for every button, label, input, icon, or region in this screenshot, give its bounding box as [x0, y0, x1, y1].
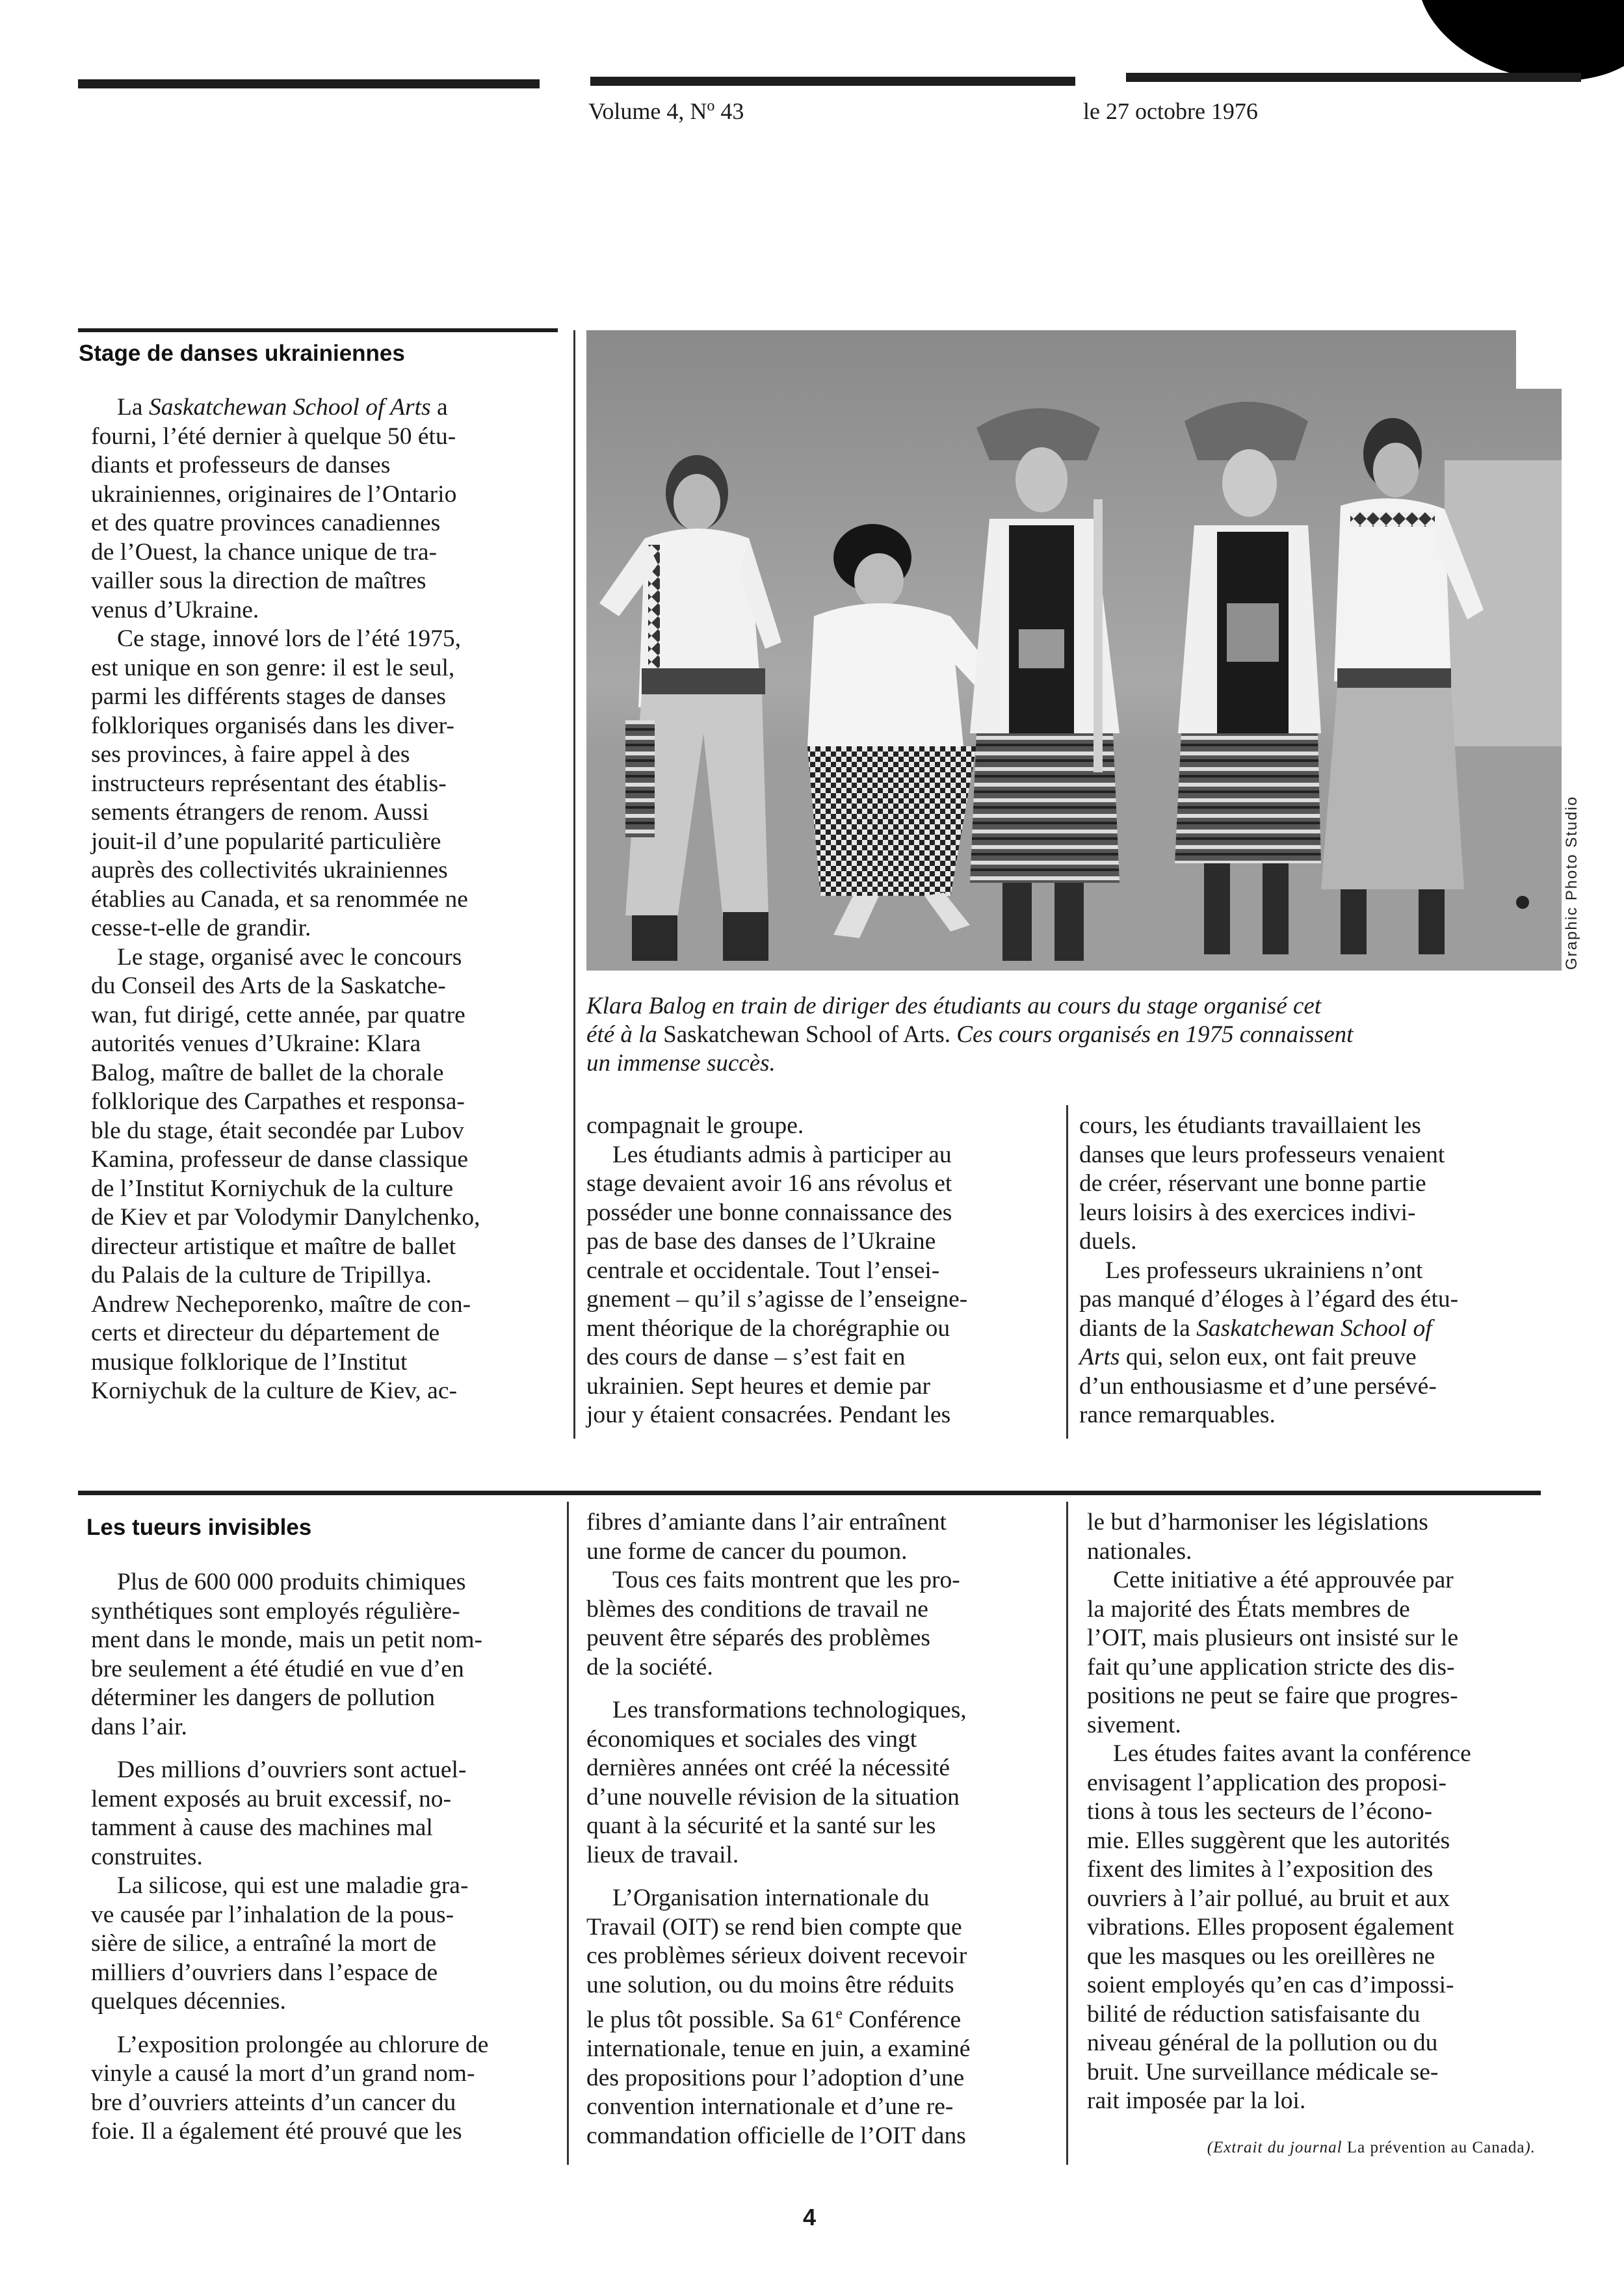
header-rule-right	[1126, 73, 1581, 82]
text-segment: Tous ces faits montrent que les pro-	[612, 1567, 960, 1593]
text-line	[91, 2031, 562, 2060]
text-segment: Balog, maître de ballet de la chorale	[91, 1059, 444, 1086]
text-line	[1079, 1257, 1573, 1286]
text-segment: cesse-t-elle de grandir.	[91, 915, 311, 941]
text-segment: wan, fut dirigé, cette année, par quatre	[91, 1001, 465, 1028]
text-line	[586, 1285, 1061, 1314]
text-line	[1079, 1170, 1573, 1199]
text-line	[586, 1372, 1061, 1402]
text-line	[1087, 1537, 1581, 1567]
text-line	[1079, 1141, 1573, 1170]
text-line	[91, 1175, 559, 1204]
text-segment: de Kiev et par Volodymir Danylchenko,	[91, 1204, 480, 1231]
text-line	[1087, 2058, 1581, 2087]
text-line	[1079, 1372, 1573, 1402]
column-divider-4	[1066, 1502, 1068, 2165]
text-segment: lieux de travail.	[586, 1841, 739, 1868]
text-segment: posséder une bonne connaissance des	[586, 1199, 952, 1226]
text-line	[91, 770, 559, 799]
text-line	[91, 1626, 562, 1655]
text-segment: certs et directeur du département de	[91, 1320, 440, 1346]
text-segment: fait qu’une application stricte des dis-	[1087, 1653, 1455, 1680]
text-segment: quelques décennies.	[91, 1988, 286, 2015]
text-segment: Travail (OIT) se rend bien compte que	[586, 1913, 962, 1941]
text-line	[91, 1843, 562, 1872]
text-segment: bruit. Une surveillance médicale se-	[1087, 2058, 1439, 2085]
text-segment: a	[430, 394, 448, 421]
text-segment: internationale, tenue en juin, a examiné	[586, 2035, 971, 2062]
text-segment: vibrations. Elles proposent également	[1087, 1914, 1454, 1941]
text-segment: stage devaient avoir 16 ans révolus et	[586, 1170, 952, 1197]
text-segment: Saskatchewan School of	[1196, 1314, 1432, 1342]
text-segment: mie. Elles suggèrent que les autorités	[1087, 1827, 1450, 1854]
text-segment: L’exposition prolongée au chlorure de	[117, 2031, 489, 2058]
text-segment: Les transformations technologiques,	[612, 1697, 967, 1723]
text-line	[91, 1377, 559, 1406]
text-segment: le plus tôt possible. Sa 61	[586, 2006, 836, 2033]
text-line	[1079, 1314, 1573, 1344]
text-segment: ces problèmes sérieux doivent recevoir	[586, 1942, 967, 1969]
article2-column-3	[1087, 1508, 1581, 2116]
text-segment: d’une nouvelle révision de la situation	[586, 1783, 960, 1810]
text-segment: blèmes des conditions de travail ne	[586, 1595, 928, 1623]
column-divider-3	[567, 1502, 569, 2165]
text-line	[586, 2000, 1067, 2035]
text-segment: rance remarquables.	[1079, 1402, 1276, 1428]
text-line	[586, 1566, 1067, 1595]
photo-credit: Graphic Photo Studio	[1563, 795, 1580, 970]
text-segment: de l’Ouest, la chance unique de tra-	[91, 538, 438, 566]
text-segment: une forme de cancer du poumon.	[586, 1537, 908, 1565]
text-line	[586, 1595, 1067, 1625]
text-line	[91, 943, 559, 973]
text-line	[1087, 1769, 1581, 1798]
text-segment: folklorique des Carpathes et responsa-	[91, 1088, 465, 1115]
text-segment: directeur artistique et maître de ballet	[91, 1233, 456, 1260]
text-line	[1087, 2000, 1581, 2030]
text-segment: commandation officielle de l’OIT dans	[586, 2122, 966, 2149]
text-segment: déterminer les dangers de pollution	[91, 1684, 436, 1711]
text-line	[1087, 2087, 1581, 2116]
text-line	[91, 1814, 562, 1843]
dance-class-photo	[586, 330, 1562, 971]
text-line	[1087, 1885, 1581, 1914]
text-segment: une solution, ou du moins être réduits	[586, 1971, 954, 1998]
text-line	[91, 1756, 562, 1785]
article2-rule	[78, 1491, 1541, 1495]
text-line	[1087, 1624, 1581, 1653]
text-line	[1079, 1285, 1573, 1314]
column-divider-2	[1066, 1105, 1068, 1439]
text-segment: convention internationale et d’une re-	[586, 2093, 954, 2120]
text-line	[91, 567, 559, 596]
text-line	[91, 1597, 562, 1627]
text-line	[91, 480, 559, 510]
text-line	[586, 1508, 1067, 1537]
text-segment: sivement.	[1087, 1711, 1181, 1738]
header-rule-middle	[590, 77, 1075, 86]
text-segment: danses que leurs professeurs venaient	[1079, 1141, 1445, 1168]
text-segment: ble du stage, était secondée par Lubov	[91, 1117, 464, 1144]
text-line	[586, 1971, 1067, 2000]
text-segment: synthétiques sont employés régulière-	[91, 1597, 460, 1625]
text-segment: peuvent être séparés des problèmes	[586, 1625, 930, 1651]
text-segment: diants de la	[1079, 1314, 1197, 1342]
text-segment: des propositions pour l’adoption d’une	[586, 2064, 965, 2091]
header-rule-left	[78, 79, 540, 88]
text-segment: quant à la sécurité et la santé sur les	[586, 1812, 936, 1839]
text-segment: jouit-il d’une popularité particulière	[91, 828, 441, 855]
text-line	[586, 1812, 1067, 1841]
text-line	[91, 683, 559, 712]
text-line	[91, 1959, 562, 1988]
text-segment: La silicose, qui est une maladie gra-	[117, 1872, 469, 1899]
scan-corner-shadow	[1399, 0, 1624, 105]
text-segment: Les étudiants admis à participer au	[612, 1141, 952, 1168]
text-segment: tamment à cause des machines mal	[91, 1814, 433, 1841]
text-line	[586, 1314, 1061, 1344]
text-segment: du Palais de la culture de Tripillya.	[91, 1262, 432, 1288]
text-segment: des cours de danse – s’est fait en	[586, 1344, 906, 1370]
text-segment: bre seulement a été étudié en vue d’en	[91, 1655, 464, 1682]
text-segment: tions à tous les secteurs de l’écono-	[1087, 1798, 1433, 1825]
text-segment: envisagent l’application des proposi-	[1087, 1769, 1447, 1796]
text-line	[91, 1030, 559, 1059]
text-line	[91, 740, 559, 770]
text-line	[91, 1785, 562, 1814]
text-line	[1079, 1112, 1573, 1141]
text-line	[1087, 1566, 1581, 1595]
text-segment: centrale et occidentale. Tout l’ensei-	[586, 1257, 940, 1284]
text-segment: ses provinces, à faire appel à des	[91, 741, 410, 768]
text-line	[91, 625, 559, 654]
text-line	[1079, 1401, 1573, 1430]
text-line	[1087, 1971, 1581, 2000]
text-line	[1087, 1711, 1581, 1740]
article2-column-2	[586, 1508, 1067, 2150]
text-segment: Des millions d’ouvriers sont actuel-	[117, 1757, 467, 1783]
superscript: e	[835, 2006, 843, 2022]
text-segment: Kamina, professeur de danse classique	[91, 1146, 469, 1173]
text-segment: folkloriques organisés dans les diver-	[91, 712, 454, 739]
text-line	[586, 1112, 1061, 1141]
text-segment: pas de base des danses de l’Ukraine	[586, 1228, 936, 1255]
text-line	[586, 1537, 1067, 1567]
text-line	[1087, 1653, 1581, 1682]
text-line	[1087, 1797, 1581, 1827]
text-segment: dernières années ont créé la nécessité	[586, 1755, 950, 1781]
text-segment: sements étrangers de renom. Aussi	[91, 799, 429, 826]
text-line	[91, 538, 559, 568]
text-line	[91, 914, 559, 943]
text-line	[91, 856, 559, 885]
text-line	[586, 2093, 1067, 2122]
text-line	[586, 2064, 1067, 2093]
text-line	[91, 1117, 559, 1146]
photo-caption: Klara Balog en train de diriger des étudiants au cours du stage organisé cet été à la Saskatchewan School of Arts. Ces cours organisés en 1975 connaissent un immense succès.	[586, 993, 1354, 1077]
text-segment: instructeurs représentant des établis-	[91, 770, 447, 797]
text-segment: ukrainien. Sept heures et demie par	[586, 1372, 930, 1400]
text-line	[91, 1872, 562, 1901]
text-segment: vinyle a causé la mort d’un grand nom-	[91, 2060, 475, 2087]
text-segment: autorités venues d’Ukraine: Klara	[91, 1030, 421, 1057]
text-segment: Arts	[1079, 1344, 1120, 1370]
text-line	[586, 1754, 1067, 1783]
text-line	[91, 423, 559, 452]
text-segment: leurs loisirs à des exercices indivi-	[1079, 1199, 1416, 1226]
text-line	[91, 1987, 562, 2017]
text-line	[1079, 1227, 1573, 1257]
text-line	[91, 828, 559, 857]
text-segment: ment théorique de la chorégraphie ou	[586, 1314, 950, 1342]
text-segment: bilité de réduction satisfaisante du	[1087, 2000, 1421, 2028]
text-segment: bre d’ouvriers atteints d’un cancer du	[91, 2089, 456, 2116]
text-segment: niveau général de la pollution ou du	[1087, 2030, 1438, 2056]
text-segment: duels.	[1079, 1228, 1137, 1255]
source-note: (Extrait du journal La prévention au Canada).	[1207, 2139, 1536, 2156]
text-line	[91, 1088, 559, 1117]
issue-date: le 27 octobre 1976	[1083, 98, 1258, 124]
article1-column-3	[1079, 1112, 1573, 1430]
text-segment: Cette initiative a été approuvée par	[1113, 1567, 1454, 1593]
text-segment: ukrainiennes, originaires de l’Ontario	[91, 480, 457, 508]
text-segment: pas manqué d’éloges à l’égard des étu-	[1079, 1286, 1459, 1313]
text-line	[91, 798, 559, 828]
article1-column-1	[91, 393, 559, 1406]
text-segment: venus d’Ukraine.	[91, 596, 259, 623]
text-line	[1079, 1343, 1573, 1372]
text-line	[91, 393, 559, 423]
text-line	[91, 2059, 562, 2089]
text-line	[1087, 1740, 1581, 1769]
article2-title: Les tueurs invisibles	[86, 1515, 312, 1540]
text-line	[91, 509, 559, 538]
text-segment: Andrew Necheporenko, maître de con-	[91, 1290, 471, 1318]
text-line	[91, 972, 559, 1001]
text-line	[91, 1348, 559, 1378]
text-segment: nationales.	[1087, 1537, 1192, 1565]
text-line	[586, 1653, 1067, 1682]
text-line	[586, 1913, 1067, 1942]
text-line	[1079, 1199, 1573, 1228]
text-segment: l’OIT, mais plusieurs ont insisté sur le	[1087, 1625, 1459, 1651]
text-segment: la majorité des États membres de	[1087, 1595, 1410, 1623]
text-line	[1087, 1595, 1581, 1625]
text-line	[586, 1783, 1067, 1812]
text-line	[91, 1290, 559, 1320]
article1-title: Stage de danses ukrainiennes	[79, 341, 405, 366]
text-segment: ve causée par l’inhalation de la pous-	[91, 1901, 454, 1928]
text-segment: Les professeurs ukrainiens n’ont	[1105, 1257, 1423, 1284]
text-line	[91, 1901, 562, 1930]
text-line	[586, 1725, 1067, 1755]
text-line	[586, 1227, 1061, 1257]
text-line	[91, 1001, 559, 1030]
text-line	[91, 2117, 562, 2147]
text-line	[1087, 1508, 1581, 1537]
text-segment: Saskatchewan School of Arts	[148, 394, 431, 421]
text-segment: foie. Il a également été prouvé que les	[91, 2118, 462, 2145]
text-segment: de l’Institut Korniychuk de la culture	[91, 1175, 454, 1202]
text-line	[1087, 1913, 1581, 1942]
column-divider-1	[573, 330, 575, 1439]
text-segment: musique folklorique de l’Institut	[91, 1348, 408, 1376]
text-line	[586, 1343, 1061, 1372]
text-segment: dans l’air.	[91, 1713, 187, 1740]
text-segment: vailler sous la direction de maîtres	[91, 568, 426, 594]
text-line	[91, 654, 559, 683]
text-segment: que les masques ou les oreillères ne	[1087, 1942, 1435, 1970]
text-line	[586, 1170, 1061, 1199]
text-segment: ment dans le monde, mais un petit nom-	[91, 1627, 482, 1653]
text-line	[91, 451, 559, 480]
page-number: 4	[803, 2204, 817, 2230]
text-line	[586, 1141, 1061, 1170]
text-line	[586, 1884, 1067, 1913]
text-segment: fourni, l’été dernier à quelque 50 étu-	[91, 423, 456, 450]
text-line	[1087, 1942, 1581, 1972]
text-line	[586, 1841, 1067, 1870]
text-line	[91, 885, 559, 915]
text-segment: auprès des collectivités ukrainiennes	[91, 857, 448, 883]
text-line	[586, 2035, 1067, 2064]
text-line	[1087, 2029, 1581, 2058]
text-segment: construites.	[91, 1843, 203, 1870]
text-line	[91, 1145, 559, 1175]
text-segment: Le stage, organisé avec le concours	[117, 943, 462, 971]
text-segment: gnement – qu’il s’agisse de l’enseigne-	[586, 1286, 968, 1313]
text-segment: jour y étaient consacrées. Pendant les	[586, 1402, 951, 1428]
text-segment: lement exposés au bruit excessif, no-	[91, 1785, 452, 1812]
text-line	[1087, 1855, 1581, 1885]
text-segment: est unique en son genre: il est le seul,	[91, 654, 455, 681]
text-segment: parmi les différents stages de danses	[91, 683, 447, 710]
text-line	[586, 1624, 1067, 1653]
text-segment: établies au Canada, et sa renommée ne	[91, 885, 468, 913]
text-line	[91, 1655, 562, 1684]
text-segment: d’un enthousiasme et d’une persévé-	[1079, 1372, 1437, 1400]
text-segment: diants et professeurs de danses	[91, 452, 391, 478]
text-segment: compagnait le groupe.	[586, 1112, 804, 1139]
text-line	[91, 1929, 562, 1959]
text-segment: Les études faites avant la conférence	[1113, 1740, 1471, 1767]
text-line	[91, 1059, 559, 1088]
text-segment: fibres d’amiante dans l’air entraînent	[586, 1509, 947, 1536]
text-line	[91, 1319, 559, 1348]
text-segment: rait imposée par la loi.	[1087, 2087, 1306, 2114]
text-line	[1087, 1682, 1581, 1711]
text-line	[586, 1401, 1061, 1430]
text-segment: sière de silice, a entraîné la mort de	[91, 1930, 437, 1957]
text-line	[91, 1684, 562, 1713]
text-line	[586, 2122, 1067, 2151]
text-segment: Ce stage, innové lors de l’été 1975,	[117, 625, 462, 652]
text-line	[91, 1568, 562, 1597]
text-segment: L’Organisation internationale du	[612, 1885, 930, 1911]
text-line	[91, 1261, 559, 1290]
text-line	[91, 596, 559, 625]
text-segment: Conférence	[843, 2006, 962, 2033]
text-line	[91, 1713, 562, 1742]
text-line	[91, 2089, 562, 2118]
text-line	[586, 1199, 1061, 1228]
text-segment: et des quatre provinces canadiennes	[91, 510, 441, 536]
text-segment: positions ne peut se faire que progres-	[1087, 1682, 1458, 1709]
text-segment: économiques et sociales des vingt	[586, 1725, 917, 1753]
article2-column-1	[91, 1568, 562, 2147]
text-segment: Korniychuk de la culture de Kiev, ac-	[91, 1378, 457, 1404]
text-segment: ouvriers à l’air pollué, au bruit et aux	[1087, 1885, 1450, 1912]
issue-volume: Volume 4, $N^o$ 43	[588, 98, 744, 124]
text-segment: de la société.	[586, 1653, 713, 1680]
text-segment: le but d’harmoniser les législations	[1087, 1509, 1428, 1536]
text-segment: soient employés qu’en cas d’impossi-	[1087, 1972, 1454, 1998]
text-segment: de créer, réservant une bonne partie	[1079, 1170, 1426, 1197]
text-segment: Plus de 600 000 produits chimiques	[117, 1569, 466, 1595]
text-line	[91, 1233, 559, 1262]
text-line	[1087, 1827, 1581, 1856]
text-segment: milliers d’ouvriers dans l’espace de	[91, 1959, 438, 1986]
text-segment: fixent des limites à l’exposition des	[1087, 1856, 1434, 1883]
text-segment: qui, selon eux, ont fait preuve	[1120, 1344, 1417, 1370]
text-line	[91, 712, 559, 741]
text-segment: du Conseil des Arts de la Saskatche-	[91, 973, 446, 999]
text-line	[586, 1257, 1061, 1286]
text-line	[586, 1942, 1067, 1971]
text-line	[91, 1203, 559, 1233]
text-line	[586, 1696, 1067, 1725]
text-segment: La	[117, 394, 149, 421]
article1-column-2	[586, 1112, 1061, 1430]
article1-rule	[78, 328, 558, 332]
text-segment: cours, les étudiants travaillaient les	[1079, 1112, 1421, 1139]
